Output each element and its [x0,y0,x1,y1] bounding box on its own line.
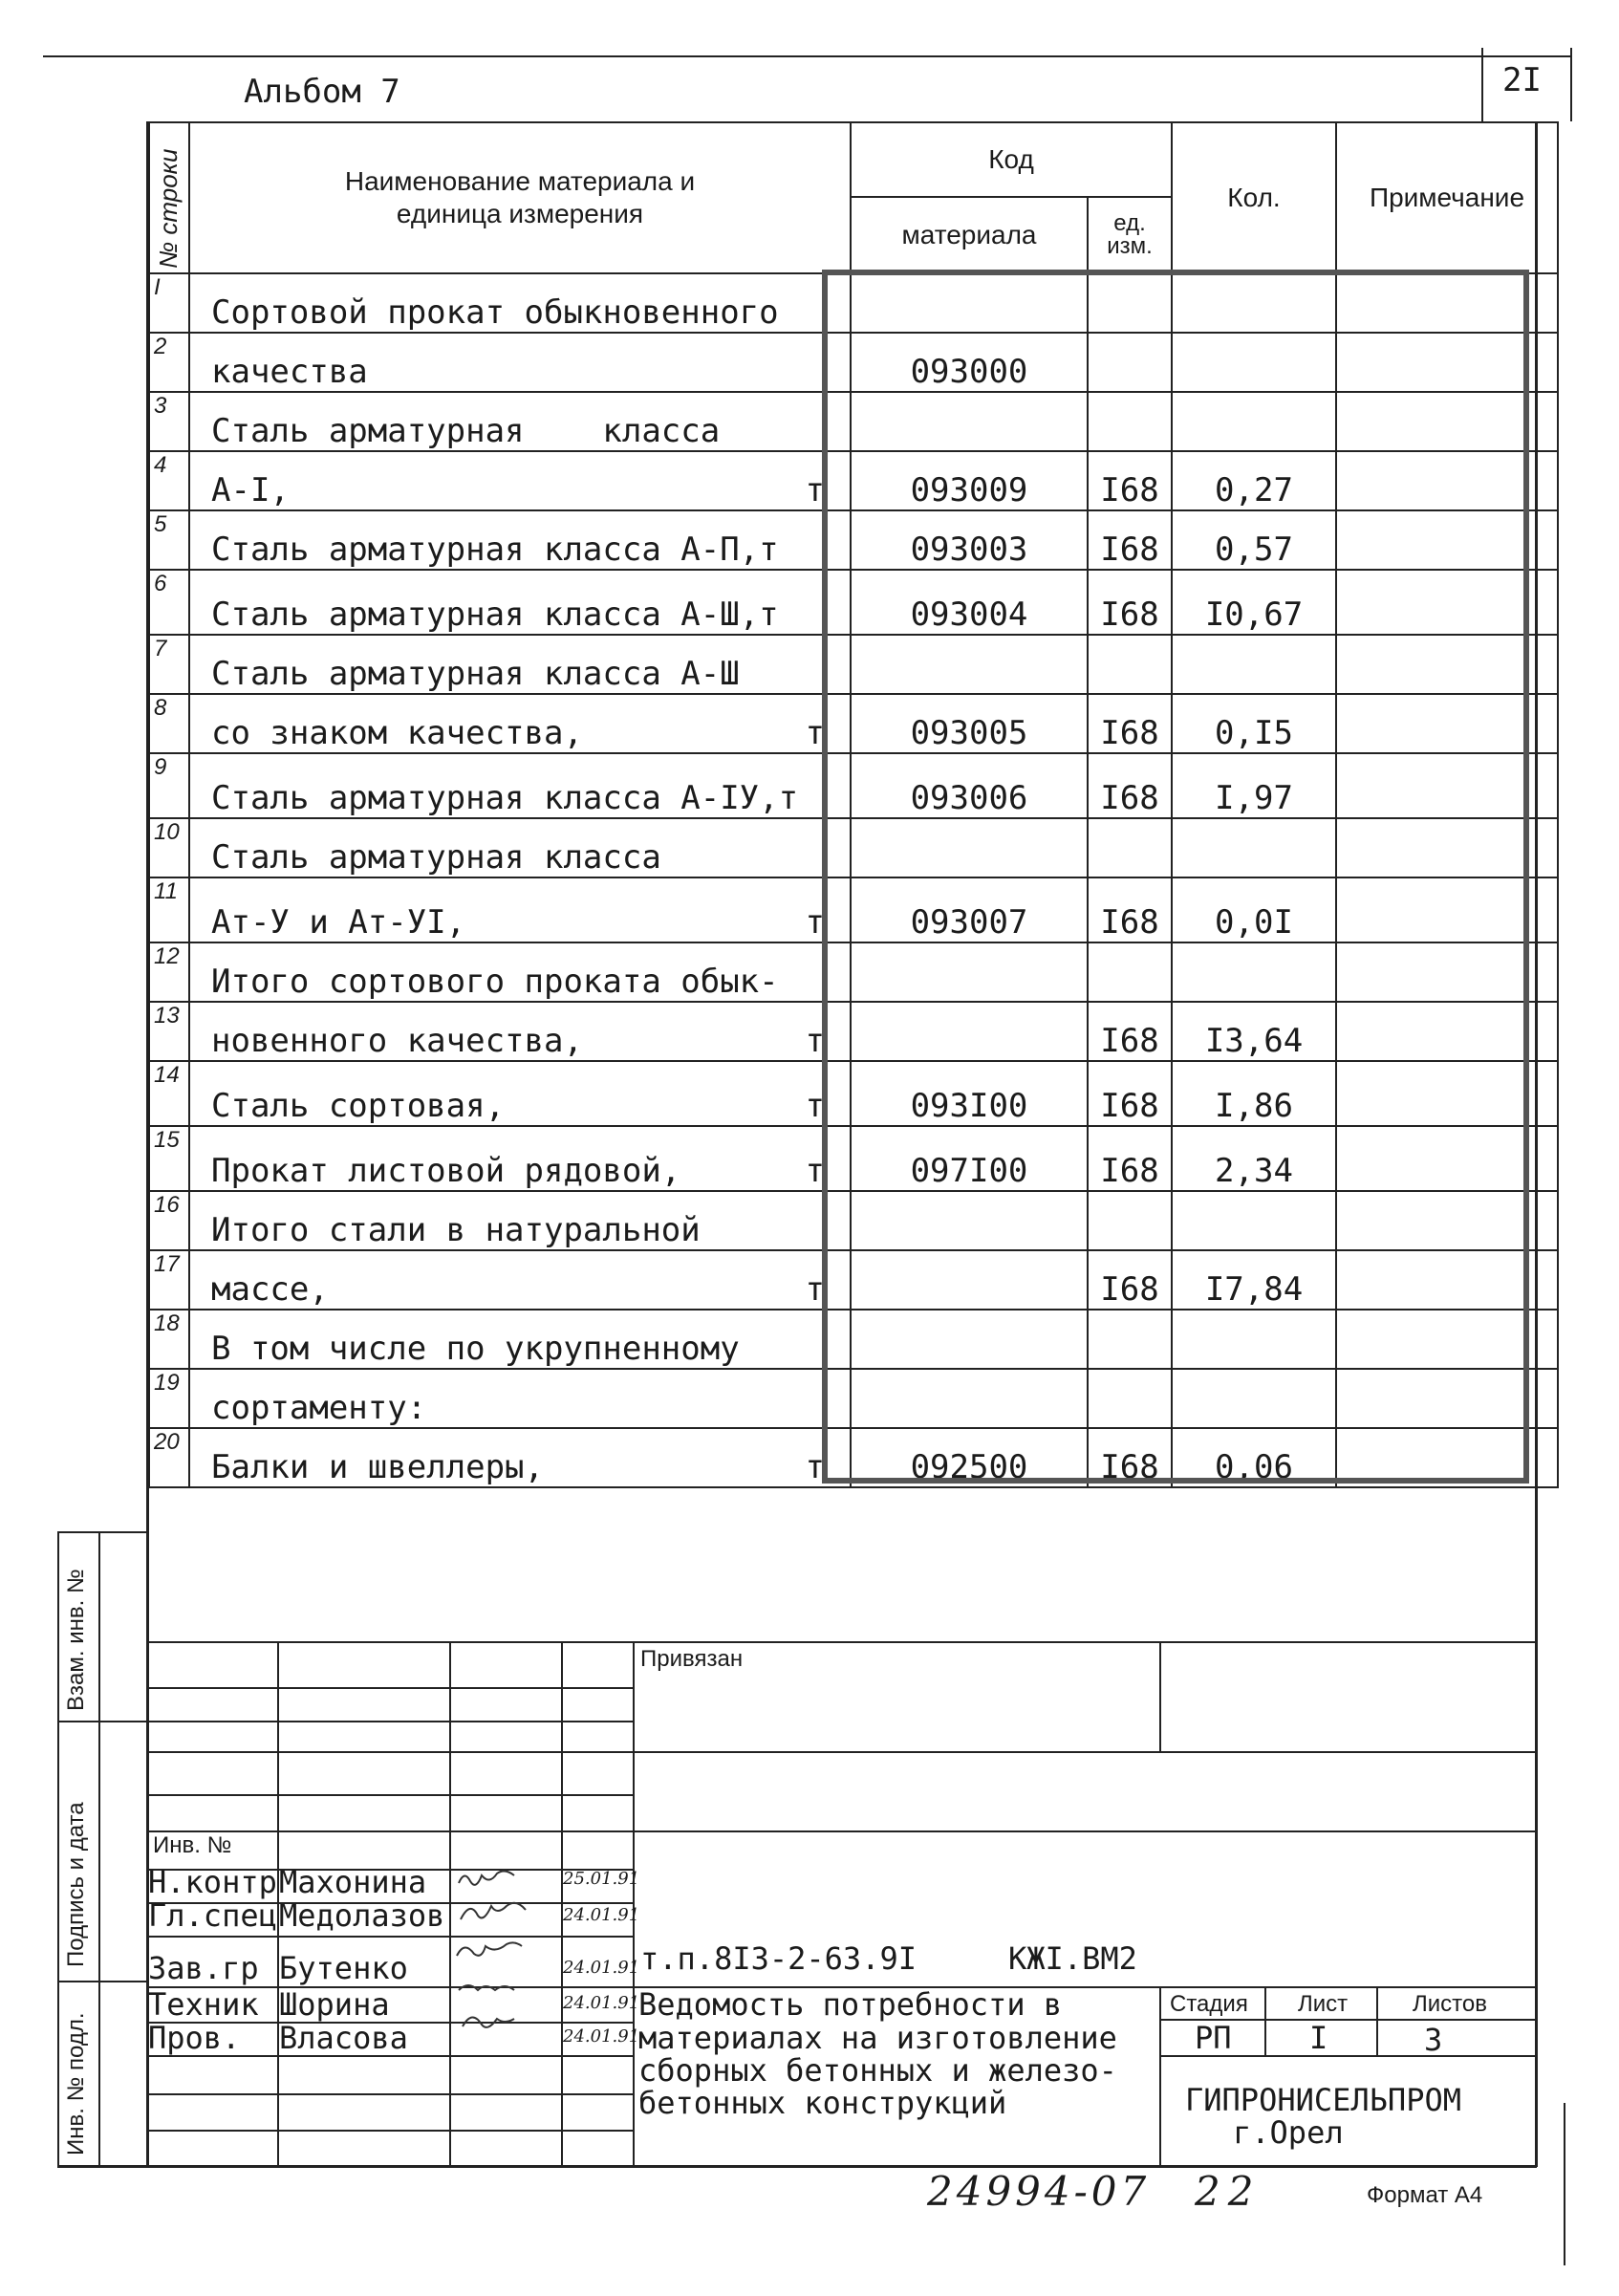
top-rule [43,55,1572,57]
material-code: 093003 [851,510,1088,570]
material-code [851,392,1088,451]
material-name-text: массе, [211,1270,329,1309]
title-line-1: материалах на изготовление [638,2020,1117,2056]
person-date-0: 25.01.91 [563,1869,640,1889]
row-number: 19 [149,1369,189,1428]
material-unit-symbol: т [805,1448,825,1486]
material-name [189,333,851,392]
quantity [1172,273,1336,333]
material-name-text: Сталь арматурная класса А-IУ,т [211,779,799,817]
unit-code: I68 [1088,753,1172,818]
stage-label: Стадия [1170,1991,1248,2017]
tb-h3 [146,1751,1537,1753]
table-row [149,333,1558,392]
sheets-value: 3 [1424,2022,1443,2058]
unit-code [1088,1369,1172,1428]
quantity: 0,27 [1172,451,1336,510]
side-strip-div1 [57,1531,148,1533]
tb-h2 [146,1721,634,1722]
material-name-text: Сортовой прокат обыкновенного [211,293,779,332]
side-strip-div3 [57,1981,148,1982]
quantity: 0,I5 [1172,694,1336,753]
table-row [149,1002,1558,1061]
note [1336,877,1558,942]
page-box-right [1570,48,1572,121]
note [1336,273,1558,333]
footer-format: Формат А4 [1367,2182,1483,2208]
stage-value: РП [1195,2020,1232,2056]
table-row [149,753,1558,818]
row-number: 17 [149,1250,189,1310]
material-code [851,635,1088,694]
org-city: г.Орел [1233,2114,1344,2151]
material-unit-symbol: т [805,1022,825,1060]
quantity [1172,942,1336,1002]
unit-code: I68 [1088,570,1172,635]
tb-h12 [146,2093,634,2095]
materials-table [148,121,1559,1488]
org-name: ГИПРОНИСЕЛЬПРОМ [1185,2082,1461,2118]
quantity [1172,635,1336,694]
header-code-material: материала [851,197,1088,273]
unit-code [1088,333,1172,392]
title-line-0: Ведомость потребности в [638,1986,1063,2023]
material-code [851,1310,1088,1369]
side-strip-div2 [57,1721,148,1722]
note [1336,635,1558,694]
header-note: Примечание [1336,122,1558,273]
material-name [189,1250,851,1310]
table-row [149,570,1558,635]
unit-code: I68 [1088,1061,1172,1126]
material-code [851,818,1088,877]
material-name [189,273,851,333]
quantity: I3,64 [1172,1002,1336,1061]
row-number: 15 [149,1126,189,1191]
row-number: 2 [149,333,189,392]
person-date-2: 24.01.91 [563,1958,640,1978]
material-name-text: со знаком качества, [211,714,583,752]
note [1336,1310,1558,1369]
table-body [149,273,1558,1487]
sheet-value: I [1309,2020,1328,2056]
person-name-2: Бутенко [279,1950,408,1986]
table-row [149,510,1558,570]
note [1336,1061,1558,1126]
header-row-no: № строки [149,122,189,273]
frame-bottom [57,2165,1537,2168]
material-name-text: Прокат листовой рядовой, [211,1152,681,1190]
footer-copy: 22 [1195,2168,1262,2215]
row-number: 10 [149,818,189,877]
material-name-text: Сталь арматурная класса [211,412,721,450]
right-margin-line [1564,2103,1565,2265]
unit-code: I68 [1088,1428,1172,1487]
table-header-row [149,122,1558,197]
tb-h13 [146,2130,634,2132]
tb-h5 [146,1830,1537,1832]
material-code [851,1191,1088,1250]
material-name [189,570,851,635]
quantity: I7,84 [1172,1250,1336,1310]
table-row [149,1061,1558,1126]
row-number: 16 [149,1191,189,1250]
sheets-label: Листов [1413,1991,1487,2017]
material-name-text: новенного качества, [211,1022,583,1060]
table-row [149,451,1558,510]
material-name [189,818,851,877]
material-code: 093000 [851,333,1088,392]
note [1336,451,1558,510]
header-qty: Кол. [1172,122,1336,273]
table-row [149,1191,1558,1250]
material-code: 093005 [851,694,1088,753]
footer-number: 24994-07 [927,2168,1151,2215]
doc-mark: КЖI.ВМ2 [1008,1940,1137,1977]
row-number: 11 [149,877,189,942]
quantity [1172,1369,1336,1428]
row-number: 7 [149,635,189,694]
person-role-4: Пров. [148,2020,241,2056]
tb-stage-v2 [1376,1986,1378,2057]
material-unit-symbol: т [805,714,825,752]
note [1336,942,1558,1002]
side-podpis: Подпись и дата [63,1802,89,1967]
note [1336,1250,1558,1310]
quantity: I,86 [1172,1061,1336,1126]
note [1336,753,1558,818]
unit-code [1088,273,1172,333]
note [1336,333,1558,392]
table-row [149,635,1558,694]
quantity [1172,1191,1336,1250]
table-row [149,942,1558,1002]
tb-h1 [146,1687,634,1689]
material-unit-symbol: т [805,903,825,942]
row-number: 14 [149,1061,189,1126]
material-code [851,1369,1088,1428]
table-row [149,1428,1558,1487]
table-row [149,1369,1558,1428]
row-number: 20 [149,1428,189,1487]
unit-code [1088,942,1172,1002]
row-number: 3 [149,392,189,451]
unit-code: I68 [1088,1126,1172,1191]
row-number: 6 [149,570,189,635]
table-row [149,877,1558,942]
material-name-text: Сталь арматурная класса А-Ш [211,655,740,693]
material-name [189,635,851,694]
material-name-text: Сталь арматурная класса А-Ш,т [211,596,779,634]
material-name [189,1191,851,1250]
table-row [149,1126,1558,1191]
material-code: 093009 [851,451,1088,510]
material-code [851,273,1088,333]
quantity [1172,392,1336,451]
privyazan-label: Привязан [640,1646,744,1672]
tb-stage-v1 [1264,1986,1266,2057]
person-name-0: Махонина [279,1864,427,1900]
unit-code [1088,1191,1172,1250]
person-date-4: 24.01.91 [563,2026,640,2047]
material-unit-symbol: т [805,1152,825,1190]
side-strip-left [57,1531,59,2167]
material-name-text: Ат-У и Ат-УI, [211,903,466,942]
note [1336,818,1558,877]
doc-code: т.п.8I3-2-63.9I [640,1940,917,1977]
unit-code [1088,392,1172,451]
material-name [189,1428,851,1487]
material-name [189,510,851,570]
note [1336,1126,1558,1191]
person-role-3: Техник [148,1986,259,2023]
person-name-1: Медолазов [279,1897,445,1934]
note [1336,392,1558,451]
side-vzam: Взам. инв. № [63,1569,89,1711]
table-row [149,392,1558,451]
material-name [189,753,851,818]
row-number: 8 [149,694,189,753]
material-unit-symbol: т [805,1270,825,1309]
table-row [149,273,1558,333]
quantity: 0,0I [1172,877,1336,942]
table-row [149,818,1558,877]
note [1336,1002,1558,1061]
title-line-3: бетонных конструкций [638,2085,1007,2121]
page-number: 2I [1502,61,1542,99]
row-number: 9 [149,753,189,818]
material-code: 097I00 [851,1126,1088,1191]
sheet-label: Лист [1298,1991,1349,2017]
side-strip-inner [98,1531,100,2167]
material-code: 093006 [851,753,1088,818]
material-name-text: Балки и швеллеры, [211,1448,544,1486]
unit-code [1088,818,1172,877]
unit-code: I68 [1088,510,1172,570]
row-number: 12 [149,942,189,1002]
row-number: 4 [149,451,189,510]
material-name-text: Итого сортового проката обык- [211,963,779,1001]
person-date-3: 24.01.91 [563,1993,640,2013]
person-role-2: Зав.гр [148,1950,259,1986]
row-number: 13 [149,1002,189,1061]
table-row [149,1250,1558,1310]
quantity [1172,333,1336,392]
material-name [189,1126,851,1191]
unit-code: I68 [1088,877,1172,942]
material-name [189,942,851,1002]
material-name-text: А-I, [211,471,290,509]
person-name-3: Шорина [279,1986,390,2023]
unit-code: I68 [1088,451,1172,510]
note [1336,1369,1558,1428]
inv-no-label: Инв. № [153,1832,232,1858]
material-name [189,694,851,753]
tb-h4 [146,1794,634,1796]
quantity: 0,57 [1172,510,1336,570]
material-code [851,1002,1088,1061]
material-code [851,1250,1088,1310]
material-name-text: качества [211,353,368,391]
row-number: 18 [149,1310,189,1369]
material-name [189,1310,851,1369]
quantity [1172,1310,1336,1369]
signatures [451,1864,561,2055]
unit-code [1088,1310,1172,1369]
material-code: 093004 [851,570,1088,635]
material-name-text: Сталь арматурная класса [211,838,661,877]
page-box-left [1481,48,1483,121]
row-number: I [149,273,189,333]
quantity: 0,06 [1172,1428,1336,1487]
note [1336,570,1558,635]
material-name-text: В том числе по укрупненному [211,1330,740,1368]
material-name [189,451,851,510]
unit-code [1088,635,1172,694]
material-name-text: сортаменту: [211,1389,427,1427]
person-role-1: Гл.спец [148,1897,277,1934]
unit-code: I68 [1088,694,1172,753]
note [1336,1428,1558,1487]
material-name [189,1061,851,1126]
header-code-unit: ед. изм. [1088,197,1172,273]
note [1336,510,1558,570]
header-code: Код [851,122,1172,197]
tb-privyazan-split [1159,1641,1161,1751]
material-code: 093I00 [851,1061,1088,1126]
material-name [189,877,851,942]
quantity: I0,67 [1172,570,1336,635]
material-name-text: Итого стали в натуральной [211,1211,701,1249]
person-role-0: Н.контр [148,1864,277,1900]
tb-top [146,1641,1537,1643]
material-code [851,942,1088,1002]
quantity: 2,34 [1172,1126,1336,1191]
person-date-1: 24.01.91 [563,1905,640,1925]
table-row [149,1310,1558,1369]
table-row [149,694,1558,753]
material-unit-symbol: т [805,471,825,509]
person-name-4: Власова [279,2020,408,2056]
tb-stage-box-left [1159,1986,1161,2168]
quantity: I,97 [1172,753,1336,818]
side-inv-podl: Инв. № подл. [63,2012,89,2155]
material-name [189,1002,851,1061]
material-unit-symbol: т [805,1087,825,1125]
row-number: 5 [149,510,189,570]
material-code: 092500 [851,1428,1088,1487]
album-label: Альбом 7 [244,73,400,111]
material-name [189,392,851,451]
material-name [189,1369,851,1428]
quantity [1172,818,1336,877]
unit-code: I68 [1088,1002,1172,1061]
unit-code: I68 [1088,1250,1172,1310]
header-name: Наименование материала и единица измерения [189,122,851,273]
note [1336,694,1558,753]
material-code: 093007 [851,877,1088,942]
note [1336,1191,1558,1250]
material-name-text: Сталь сортовая, [211,1087,506,1125]
material-name-text: Сталь арматурная класса А-П,т [211,531,779,569]
title-line-2: сборных бетонных и железо- [638,2052,1117,2089]
